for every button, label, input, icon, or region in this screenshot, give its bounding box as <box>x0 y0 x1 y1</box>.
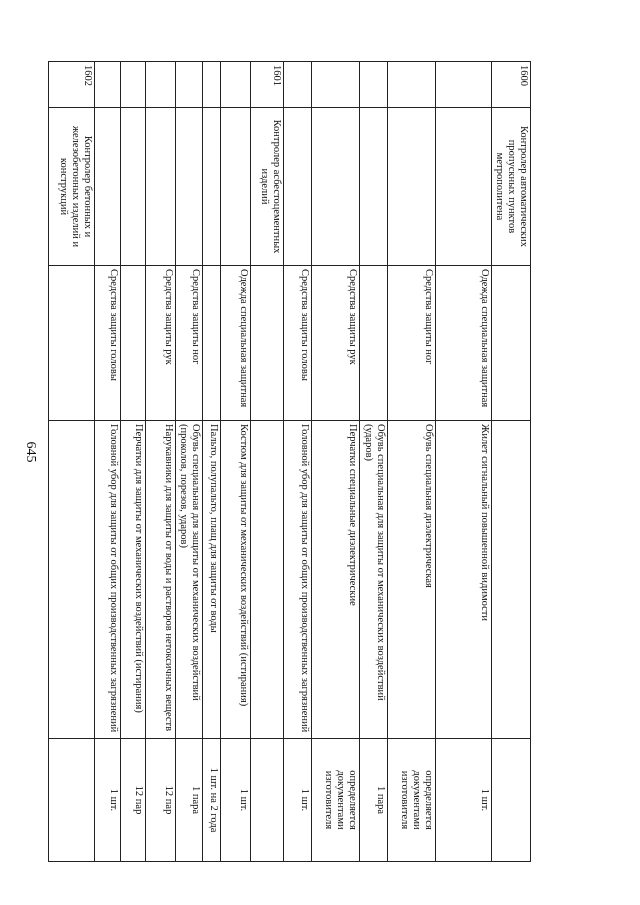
ppe-quantity: 1 пара <box>359 739 387 862</box>
profession-name <box>145 108 175 266</box>
ppe-item: Обувь специальная диэлектрическая <box>387 421 435 739</box>
profession-name: Контролер автоматических пропускных пунктов метрополитена <box>491 108 530 266</box>
ppe-norms-table <box>48 61 531 862</box>
profession-name: Контролер бетонных и железобетонных изделий и конструкций <box>48 108 94 266</box>
table-row <box>435 62 491 862</box>
ppe-item: Головной убор для защиты от общих производственных загрязнений <box>94 421 120 739</box>
ppe-quantity <box>491 739 530 862</box>
row-number <box>435 62 491 108</box>
table-row <box>145 62 175 862</box>
table-row <box>387 62 435 862</box>
row-number <box>94 62 120 108</box>
ppe-item: Жилет сигнальный повышенной видимости <box>435 421 491 739</box>
profession-name <box>175 108 202 266</box>
ppe-category: Средства защиты головы <box>94 266 120 421</box>
ppe-quantity: 1 шт. <box>435 739 491 862</box>
ppe-category: Средства защиты рук <box>311 266 359 421</box>
profession-name <box>220 108 250 266</box>
ppe-item <box>491 421 530 739</box>
table-row-1600 <box>491 62 530 862</box>
ppe-quantity: определяется документами изготовителя <box>387 739 435 862</box>
ppe-item <box>48 421 94 739</box>
profession-name <box>94 108 120 266</box>
ppe-item: Костюм для защиты от механических воздействий (истирания) <box>220 421 250 739</box>
profession-name <box>387 108 435 266</box>
ppe-quantity: определяется документами изготовителя <box>311 739 359 862</box>
ppe-item: Нарукавники для защиты от воды и растворов нетоксичных веществ <box>145 421 175 739</box>
ppe-category <box>491 266 530 421</box>
row-number <box>120 62 145 108</box>
table-row <box>220 62 250 862</box>
ppe-category <box>250 266 283 421</box>
profession-name <box>311 108 359 266</box>
ppe-category <box>359 266 387 421</box>
row-number <box>311 62 359 108</box>
row-number <box>145 62 175 108</box>
page-number: 645 <box>23 441 38 463</box>
ppe-category: Средства защиты головы <box>283 266 311 421</box>
ppe-quantity: 1 шт. <box>220 739 250 862</box>
ppe-category: Средства защиты рук <box>145 266 175 421</box>
ppe-norms-table-wrapper <box>57 61 531 861</box>
ppe-item <box>250 421 283 739</box>
table-row <box>359 62 387 862</box>
row-number <box>202 62 220 108</box>
profession-name <box>120 108 145 266</box>
ppe-quantity <box>250 739 283 862</box>
ppe-quantity: 1 пара <box>175 739 202 862</box>
table-row-1601 <box>250 62 283 862</box>
table-row-1602 <box>48 62 94 862</box>
profession-name <box>283 108 311 266</box>
profession-name: Контролер асбестоцементных изделий <box>250 108 283 266</box>
row-number <box>283 62 311 108</box>
ppe-quantity <box>48 739 94 862</box>
table-row <box>94 62 120 862</box>
row-number: 1601 <box>250 62 283 108</box>
ppe-category <box>202 266 220 421</box>
ppe-category: Средства защиты ног <box>387 266 435 421</box>
ppe-category: Средства защиты ног <box>175 266 202 421</box>
profession-name <box>202 108 220 266</box>
ppe-item: Обувь специальная для защиты от механических воздействий (проколов, порезов, ударов) <box>175 421 202 739</box>
ppe-quantity: 1 шт. <box>94 739 120 862</box>
row-number <box>175 62 202 108</box>
row-number: 1600 <box>491 62 530 108</box>
ppe-item: Перчатки специальные диэлектрические <box>311 421 359 739</box>
ppe-item: Головной убор для защиты от общих производственных загрязнений <box>283 421 311 739</box>
profession-name <box>359 108 387 266</box>
ppe-category <box>48 266 94 421</box>
table-row <box>175 62 202 862</box>
row-number <box>220 62 250 108</box>
row-number: 1602 <box>48 62 94 108</box>
table-row <box>311 62 359 862</box>
ppe-quantity: 12 пар <box>145 739 175 862</box>
row-number <box>387 62 435 108</box>
ppe-item: Пальто, полупальто, плащ для защиты от воды <box>202 421 220 739</box>
ppe-item: Перчатки для защиты от механических воздействий (истирания) <box>120 421 145 739</box>
table-row <box>202 62 220 862</box>
profession-name <box>435 108 491 266</box>
ppe-quantity: 1 шт. на 2 года <box>202 739 220 862</box>
table-row <box>283 62 311 862</box>
ppe-item: Обувь специальная для защиты от механических воздействий (ударов) <box>359 421 387 739</box>
ppe-category: Одежда специальная защитная <box>220 266 250 421</box>
ppe-category <box>120 266 145 421</box>
ppe-quantity: 1 шт. <box>283 739 311 862</box>
ppe-category: Одежда специальная защитная <box>435 266 491 421</box>
ppe-quantity: 12 пар <box>120 739 145 862</box>
table-row <box>120 62 145 862</box>
row-number <box>359 62 387 108</box>
